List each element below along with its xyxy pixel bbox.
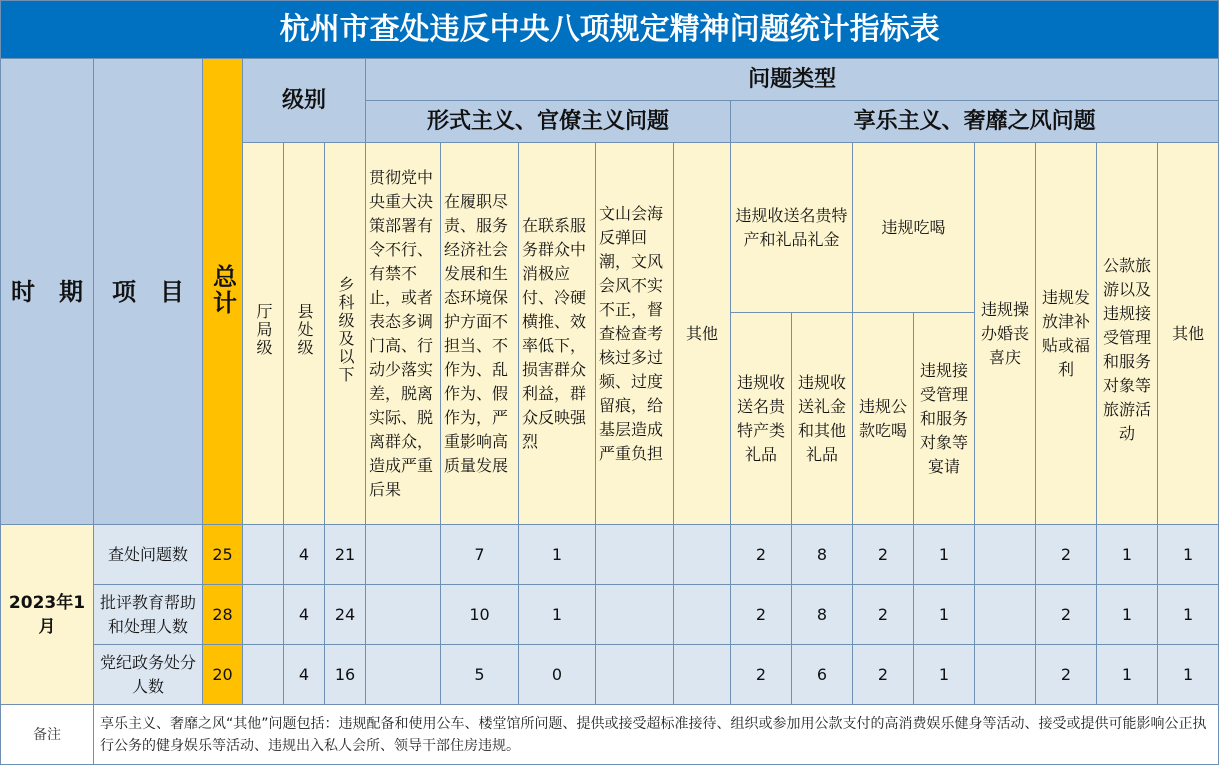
cell: 2: [1036, 645, 1097, 705]
table-row: [1, 525, 1219, 585]
cell: 0: [519, 645, 596, 705]
cell: [975, 585, 1036, 645]
gift-header: 违规收送名贵特产和礼品礼金: [731, 143, 853, 313]
cell: 10: [441, 585, 519, 645]
cell: [366, 585, 441, 645]
cell: [674, 525, 731, 585]
cell: 2: [731, 525, 792, 585]
cell: [975, 525, 1036, 585]
cell: 1: [914, 585, 975, 645]
cell: 4: [284, 645, 325, 705]
row-item: 党纪政务处分人数: [94, 645, 203, 705]
cell: 6: [792, 645, 853, 705]
formalism-col-3: 在联系服务群众中消极应付、冷硬横推、效率低下，损害群众利益，群众反映强烈: [519, 143, 596, 525]
cell: 8: [792, 525, 853, 585]
cell: 1: [1097, 645, 1158, 705]
gift-specialty-header: 违规收送名贵特产类礼品: [731, 313, 792, 525]
banquet-header: 违规接受管理和服务对象等宴请: [914, 313, 975, 525]
page-title: 杭州市查处违反中央八项规定精神问题统计指标表: [1, 1, 1219, 59]
cell: [243, 525, 284, 585]
formalism-col-other: 其他: [674, 143, 731, 525]
level-xiang-ke: 乡科级及以下: [325, 143, 366, 525]
cell: 1: [1097, 525, 1158, 585]
level-ting-ju: 厅局级: [243, 143, 284, 525]
formalism-group-header: 形式主义、官僚主义问题: [366, 101, 731, 143]
dining-header: 违规吃喝: [853, 143, 975, 313]
cell: 1: [914, 645, 975, 705]
level-xian-chu: 县处级: [284, 143, 325, 525]
cell: 2: [731, 645, 792, 705]
cell: [243, 645, 284, 705]
period-header: 时 期: [1, 59, 94, 525]
table-row: [1, 645, 1219, 705]
cell: 8: [792, 585, 853, 645]
wedding-header: 违规操办婚丧喜庆: [975, 143, 1036, 525]
cell: 2: [1036, 585, 1097, 645]
cell: 24: [325, 585, 366, 645]
cell: 16: [325, 645, 366, 705]
row-item: 批评教育帮助和处理人数: [94, 585, 203, 645]
cell: 1: [519, 525, 596, 585]
cell: [674, 645, 731, 705]
cell: 1: [519, 585, 596, 645]
cell: 1: [1158, 525, 1219, 585]
level-header: 级别: [243, 59, 366, 143]
cell: 1: [1158, 585, 1219, 645]
travel-header: 公款旅游以及违规接受管理和服务对象等旅游活动: [1097, 143, 1158, 525]
cell: [596, 645, 674, 705]
public-dining-header: 违规公款吃喝: [853, 313, 914, 525]
cell: 2: [1036, 525, 1097, 585]
note-label: 备注: [1, 705, 94, 765]
formalism-col-1: 贯彻党中央重大决策部署有令不行、有禁不止，或者表态多调门高、行动少落实差，脱离实际、脱离群众，造成严重后果: [366, 143, 441, 525]
cell: 2: [853, 585, 914, 645]
cell: 1: [914, 525, 975, 585]
cell: 7: [441, 525, 519, 585]
cell: [366, 525, 441, 585]
cell: 4: [284, 525, 325, 585]
row-total: 28: [203, 585, 243, 645]
cell: [243, 585, 284, 645]
formalism-col-4: 文山会海反弹回潮，文风会风不实不正，督查检查考核过多过频、过度留痕，给基层造成严重负担: [596, 143, 674, 525]
cell: 1: [1097, 585, 1158, 645]
note-text: 享乐主义、奢靡之风“其他”问题包括：违规配备和使用公车、楼堂馆所问题、提供或接受超标准接待、组织或参加用公款支付的高消费娱乐健身等活动、接受或提供可能影响公正执行公务的健身娱乐等活动、违规出入私人会所、领导干部住房违规。: [94, 705, 1219, 765]
cell: [596, 585, 674, 645]
cell: 1: [1158, 645, 1219, 705]
problem-type-header: 问题类型: [366, 59, 1219, 101]
cell: [975, 645, 1036, 705]
cell: 4: [284, 585, 325, 645]
period-cell: 2023年1月: [1, 525, 94, 705]
total-header: 总计: [203, 59, 243, 525]
item-header: 项 目: [94, 59, 203, 525]
cell: [366, 645, 441, 705]
cell: [596, 525, 674, 585]
allowance-header: 违规发放津补贴或福利: [1036, 143, 1097, 525]
hedonism-group-header: 享乐主义、奢靡之风问题: [731, 101, 1219, 143]
formalism-col-2: 在履职尽责、服务经济社会发展和生态环境保护方面不担当、不作为、乱作为、假作为，严重影响高质量发展: [441, 143, 519, 525]
row-item: 查处问题数: [94, 525, 203, 585]
cell: 21: [325, 525, 366, 585]
cell: 2: [853, 645, 914, 705]
row-total: 25: [203, 525, 243, 585]
row-total: 20: [203, 645, 243, 705]
gift-cash-header: 违规收送礼金和其他礼品: [792, 313, 853, 525]
cell: 2: [731, 585, 792, 645]
cell: 5: [441, 645, 519, 705]
table-row: [1, 585, 1219, 645]
cell: [674, 585, 731, 645]
hedonism-other-header: 其他: [1158, 143, 1219, 525]
cell: 2: [853, 525, 914, 585]
